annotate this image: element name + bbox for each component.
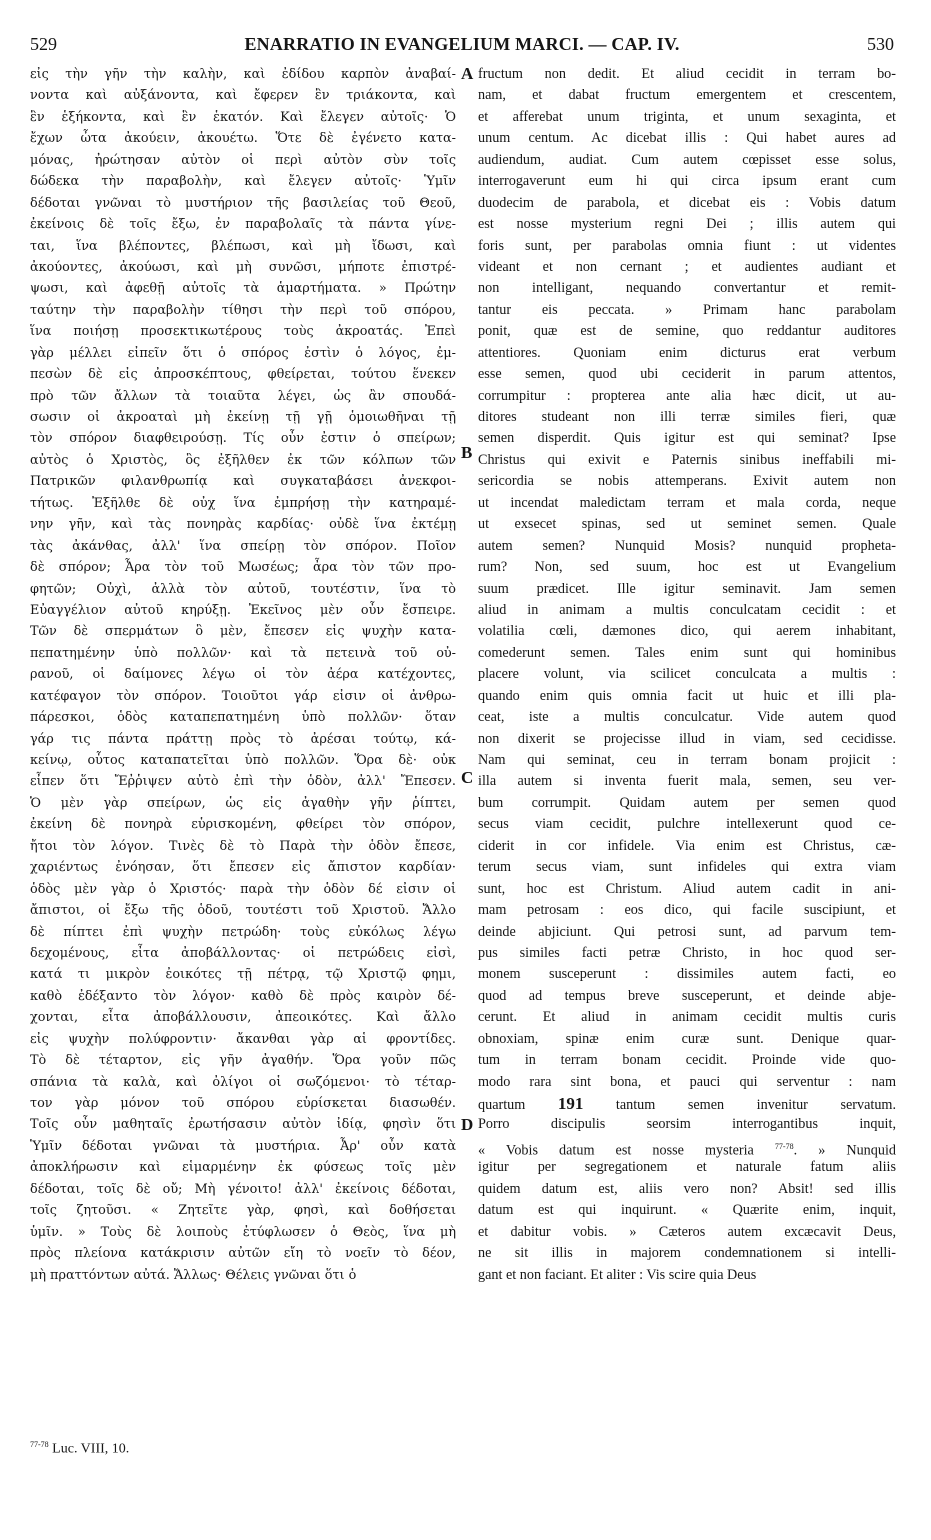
latin-text-line: tantur eis peccata. » Primam hanc parabolam xyxy=(478,301,896,318)
greek-text-line: εἰς ψυχὴν πολύφροντιν· ἄκανθαι γὰρ αἱ φροντίδες. xyxy=(30,1031,456,1047)
footnote xyxy=(30,1440,129,1458)
greek-text-line: ρανοῦ, οἱ δαίμονες λέγω οἱ τὸν ἀέρα κατέχοντες, xyxy=(30,667,456,683)
inline-page-number: 191 xyxy=(557,1094,584,1113)
latin-text-line: duodecim de parabola, et dicebat eis : Vobis datum xyxy=(478,194,896,211)
margin-marker-c: C xyxy=(461,768,474,787)
latin-text-line: comederunt semen. Tales enim sunt qui hominibus xyxy=(478,644,896,661)
latin-text-line: et afferebat unum triginta, et unum sexaginta, et xyxy=(478,108,896,125)
greek-text-line: κατά τι μικρὸν ἐοικότες τῇ πέτρᾳ, τῷ Χριστῷ φημι, xyxy=(30,967,456,983)
greek-text-line: Πατρικῶν φιλανθρωπίᾳ καὶ συγκαταβάσει ἀνεκφοι- xyxy=(30,474,456,490)
latin-text-line: datum est qui inquirunt. « Quærite enim, inquit, xyxy=(478,1202,896,1219)
greek-text-line: νοντα καὶ αὐξάνοντα, καὶ ἔφερεν ἓν τριάκοντα, καὶ xyxy=(30,88,456,104)
latin-text-line: bum corrumpit. Quidam autem per semen quod xyxy=(478,794,896,811)
greek-text-line: ἀποκλήρωσιν καὶ εἱμαρμένην ἐκ φύσεως τοῖς μὲν xyxy=(30,1160,456,1176)
footnote-ref: 77-78 xyxy=(774,1141,794,1151)
greek-text-line: ἄπιστοι, οἱ ἔξω τῆς ὁδοῦ, τουτέστι τοῦ Χριστοῦ. Ἄλλο xyxy=(30,903,456,919)
greek-text-line: εἶπεν ὅτι Ἔῤῥιψεν αὐτὸ ἐπὶ τὴν ὁδὸν, ἀλλ' Ἔπεσεν. xyxy=(30,774,456,790)
greek-text-line: ἐκείνη δὲ πονηρὰ εὑρισκομένη, φθείρει τὸν σπόρον, xyxy=(30,817,456,833)
greek-text-line: κατέφαγον τὸν σπόρον. Τοιοῦτοι γάρ εἰσιν οἱ ἀνθρω- xyxy=(30,688,456,704)
latin-text-line: non dixerit se projecisse illud in viam, sed cecidisse. xyxy=(478,730,896,747)
latin-text-line: non intelligant, nequando convertantur et remit- xyxy=(478,280,896,297)
latin-text-line: ne sit illis in majorem condemnationem si intelli- xyxy=(478,1245,896,1262)
latin-text-line: placere volunt, via scilicet conculcata a multis : xyxy=(478,666,896,683)
latin-text-line: semen disperdit. Quis igitur est qui seminat? Ipse xyxy=(478,430,896,447)
latin-text-line: attentiores. Quoniam enim dicturus erat verbum xyxy=(478,344,896,361)
greek-text-line: πεπατημένην ὑπὸ πολλῶν· καὶ τὰ πετεινὰ τοῦ οὐ- xyxy=(30,645,456,661)
latin-text-line: modo rara sint bona, et pauci qui serventur : nam xyxy=(478,1073,896,1090)
greek-text-line: ἵνα ποιήσῃ προσεκτικωτέρους τοὺς ἀκροατάς. Ἐπεὶ xyxy=(30,324,456,340)
latin-text-line: tum in terram bonam cecidit. Proinde vide quo- xyxy=(478,1052,896,1069)
latin-text-line: ponit, quæ est de semine, quo reddantur auditores xyxy=(478,323,896,340)
latin-text-line: interrogaverunt eum hi qui circa ipsum erant cum xyxy=(478,173,896,190)
greek-text-line: ται, ἵνα βλέποντες, βλέπωσι, καὶ μὴ ἴδωσι, καὶ xyxy=(30,238,456,254)
greek-text-line: ψωσι, καὶ ἀφεθῇ αὐτοῖς τὰ ἁμαρτήματα. » Πρώτην xyxy=(30,281,456,297)
latin-text-line: nam, et dabat fructum emergentem et crescentem, xyxy=(478,87,896,104)
greek-text-line: Τοῖς οὖν μαθηταῖς ἐρωτήσασιν αὐτὸν ἰδίᾳ, φησὶν ὅτι xyxy=(30,1117,456,1133)
greek-text-line: ἤτοι τὸν λόγον. Τινὲς δὲ τὸ Παρὰ τὴν ὁδὸν ἔπεσε, xyxy=(30,838,456,854)
latin-text-line: rum? Non, sed suum, hoc est ut Evangelium xyxy=(478,559,896,576)
greek-text-line: δὲ πίπτει ἐπὶ ψυχὴν πετρώδη· τοὺς εὐκόλως λέγω xyxy=(30,924,456,940)
greek-text-line: ταύτην τὴν παραβολὴν τίθησι τὴν περὶ τοῦ σπόρου, xyxy=(30,302,456,318)
latin-text-line: quartum 191 tantum semen invenitur servatum. xyxy=(478,1094,896,1113)
greek-text-line: κείνῳ, οὗτος καταπατεῖται ὑπὸ πολλῶν. Ὅρα δὲ· οὐκ xyxy=(30,753,456,768)
greek-text-line: δέδοται, τοῖς δὲ οὔ; Μὴ γένοιτο! ἀλλ' ἐκείνοις δέδοται, xyxy=(30,1181,456,1197)
greek-text-line: τὸν σπόρον διαφθειρούσῃ. Τίς οὖν ἐστιν ὁ σπείρων; xyxy=(30,431,456,447)
latin-text-line: autem semen? Nunquid Mosis? nunquid propheta- xyxy=(478,537,896,554)
latin-text-line: quidem datum est, aliis vero non? Absit! sed illis xyxy=(478,1180,896,1197)
greek-text-line: τον γὰρ μόνον τοῦ σπόρου εὑρίσκεται διασωθέν. xyxy=(30,1096,456,1111)
greek-text-line: χονται, εἶτα ἀποβάλλουσιν, ἀπεοικότες. Καὶ ἄλλο xyxy=(30,1010,456,1026)
latin-text-line: fructum non dedit. Et aliud cecidit in terram bo- xyxy=(478,66,896,82)
latin-text-line: volatilia cœli, dæmones dico, qui aerem inhabitant, xyxy=(478,623,896,640)
latin-text-line: aliud in animam a multis conculcatam cecidit : et xyxy=(478,601,896,618)
latin-text-line: videant et non cernant ; et audientes audiant et xyxy=(478,258,896,275)
latin-text-line: mam petrosam : eos dico, qui facile suscipiunt, et xyxy=(478,902,896,919)
latin-text-line: suum prædicet. Ille igitur seminavit. Jam semen xyxy=(478,580,896,597)
latin-text-line: terum secus viam, sunt infideles qui extra viam xyxy=(478,859,896,876)
greek-text-line: Ὑμῖν δέδοται γνῶναι τὰ μυστήρια. Ἆρ' οὖν κατὰ xyxy=(30,1138,456,1154)
latin-text-line: sericordia se nobis attemperans. Exivit autem non xyxy=(478,473,896,490)
greek-text-line: ὑμῖν. » Τοὺς δὲ λοιποὺς ἐτύφλωσεν ὁ Θεὸς, ἵνα μὴ xyxy=(30,1224,456,1240)
latin-text-line: est nosse mysterium regni Dei ; illis autem qui xyxy=(478,216,896,233)
latin-text-line: foris sunt, per parabolas omnia fiunt : ut videntes xyxy=(478,237,896,254)
latin-text-line: gant et non faciant. Et aliter : Vis scire quia Deus xyxy=(478,1266,757,1283)
margin-marker-b: B xyxy=(461,443,473,462)
latin-text-line: ciderit in cor infidele. Via enim est Christus, cæ- xyxy=(478,837,896,854)
greek-text-line: Εὐαγγέλιον αὐτοῦ κηρύξῃ. Ἐκεῖνος μὲν οὖν ἔσπειρε. xyxy=(30,602,456,618)
greek-text-line: εἰς τὴν γῆν τὴν καλὴν, καὶ ἐδίδου καρπὸν ἀναβαί- xyxy=(30,67,456,82)
greek-text-line: νην γῆν, καὶ τὰς πονηρὰς καρδίας· οὐδὲ ἵνα ἐκτέμῃ xyxy=(30,517,456,533)
latin-text-line: Nam qui seminat, ceu in terram bonam projicit : xyxy=(478,752,896,768)
latin-text-line: « Vobis datum est nosse mysteria $^{77-78}$. » Nunquid xyxy=(478,1141,896,1159)
greek-text-line: δὲ σπόρον; Ἆρα τὸν τοῦ Μωσέως; ἆρα τὸν τῶν προ- xyxy=(30,560,456,576)
latin-text-line: ceat, iste a multis conculcatur. Vide autem quod xyxy=(478,709,896,726)
latin-text-line: Christus qui exivit e Paternis sinibus ineffabili mi- xyxy=(478,451,896,468)
greek-text-line: πρὸς πλείονα κατάκρισιν αὐτῶν εἴη τὸ νοεῖν τὸ δέον, xyxy=(30,1246,456,1262)
latin-text-line: ditores studeant non illi terræ similes fieri, quæ xyxy=(478,409,896,425)
greek-text-line: χαριέντως ἐνόησαν, ὅτι ἔπεσεν εἰς ἄπιστον καρδίαν· xyxy=(30,860,456,876)
latin-text-line: esse semen, quod ubi ceciderit in parum attentos, xyxy=(478,366,896,383)
latin-text-line: secus viam cecidit, pulchre intellexerunt quod ce- xyxy=(478,816,896,833)
latin-text-line: quando enim quis omnia facit ut huic et illi pla- xyxy=(478,687,896,704)
latin-text-line: sunt, hoc est Christum. Aliud autem cadit in ani- xyxy=(478,880,896,897)
greek-text-line: μὴ πραττόντων αὐτά. Ἄλλως· Θέλεις γνῶναι ὅτι ὁ xyxy=(30,1267,357,1283)
footnote-mark: 77-78 xyxy=(30,1440,49,1449)
greek-text-line: ἐκείνοις δὲ τοῖς ἔξω, ἐν παραβολαῖς τὰ πάντα γίνε- xyxy=(30,217,456,233)
page-number-right: 530 xyxy=(867,34,894,54)
latin-text-line: ut exsecet spinas, sed ut seminet semen. Quale xyxy=(478,516,896,533)
margin-marker-a: A xyxy=(461,64,474,83)
greek-text-line: φητῶν; Οὐχὶ, ἀλλὰ τὸν αὐτοῦ, τουτέστιν, ἵνα τὸ xyxy=(30,581,456,597)
margin-marker-d: D xyxy=(461,1115,474,1134)
greek-text-line: τήτως. Ἐξῆλθε δὲ οὐχ ἵνα ἐμπρήσῃ τὴν κατηραμέ- xyxy=(30,495,456,511)
latin-text-line: deinde abjiciunt. Qui petrosi sunt, ad parvum tem- xyxy=(478,923,896,940)
latin-text-line: pus similes facti petræ Christo, in hoc quod ser- xyxy=(478,944,896,961)
latin-text-line: monem susceperunt : dissimiles autem facti, eo xyxy=(478,966,896,983)
greek-text-line: σπάνια τὰ καλὰ, καὶ ὀλίγοι οἱ σωζόμενοι· τὸ τέταρ- xyxy=(30,1074,456,1090)
greek-text-line: ὁδὸς μὲν γὰρ ὁ Χριστός· παρὰ τὴν ὁδὸν δέ εἰσιν οἱ xyxy=(30,881,456,897)
latin-text-line: ut incendat maledictam terram et mala corda, neque xyxy=(478,494,896,511)
greek-text-line: ἀκούοντες, ἀκούωσι, καὶ μὴ συνῶσι, μήποτε ἐπιστρέ- xyxy=(30,259,456,275)
greek-text-line: μόνας, ἠρώτησαν αὐτὸν οἱ περὶ αὐτὸν σὺν τοῖς xyxy=(30,152,456,168)
running-header xyxy=(30,34,894,58)
greek-text-line: δέδοται γνῶναι τὸ μυστήριον τῆς βασιλείας τοῦ Θεοῦ, xyxy=(30,195,456,211)
latin-text-line: illa autem si inventa fuerit mala, semen, seu ver- xyxy=(478,773,896,790)
greek-text-line: πάρεσκοι, ὁδὸς καταπεπατημένη ὑπὸ πολλῶν· ὅταν xyxy=(30,710,456,726)
latin-text-line: et dabitur vobis. » Cæteros autem excæcavit Deus, xyxy=(478,1223,896,1240)
greek-text-line: τοῖς ζητοῦσι. « Ζητεῖτε γὰρ, φησὶ, καὶ δοθήσεται xyxy=(30,1203,456,1219)
greek-text-line: γάρ τις πάντα πράττῃ πρὸς τὸ ἀρέσαι τούτῳ, κά- xyxy=(30,731,456,747)
latin-text-line: cerunt. Et aliud in animam cecidit multis curis xyxy=(478,1009,896,1026)
greek-text-line: δώδεκα τὴν παραβολὴν, καὶ ἔλεγεν αὐτοῖς· Ὑμῖν xyxy=(30,174,456,190)
greek-text-line: δεχομένους, εἶτα ἀποβάλλοντας· οἱ πετρώδεις εἰσὶ, xyxy=(30,945,456,961)
greek-text-line: Ὁ μὲν γὰρ σπείρων, ὡς εἰς ἀγαθὴν γῆν ῥίπτει, xyxy=(30,795,456,811)
latin-text-line: unum centum. Ac dicebat illis : Qui habet aures ad xyxy=(478,130,896,147)
greek-text-line: Τὸ δὲ τέταρτον, εἰς γῆν ἀγαθήν. Ὅρα γοῦν πῶς xyxy=(30,1053,456,1069)
greek-text-line: Τῶν δὲ σπερμάτων ὃ μὲν, ἔπεσεν εἰς ψυχὴν κατα- xyxy=(30,624,456,640)
greek-text-line: αὐτὸς ὁ Χριστὸς, ὃς ἐξῆλθεν ἐκ τῶν κόλπων τῶν xyxy=(30,452,456,468)
latin-text-line: quod ad tempus breve susceperunt, et deinde abje- xyxy=(478,987,896,1004)
greek-text-line: σωσιν οἱ ἀκροαταὶ μὴ ἐκείνῃ τῇ γῇ ὁμοιωθῆναι τῇ xyxy=(30,410,456,425)
greek-text-line: τὰς ἀκάνθας, ἀλλ' ἵνα σπείρῃ τὸν σπόρον. Ποῖον xyxy=(30,538,456,554)
latin-text-line: igitur per segregationem et naturale fatum aliis xyxy=(478,1159,896,1176)
latin-text-line: audiendum, audiat. Cum autem cœpisset esse solus, xyxy=(478,151,896,168)
greek-text-line: καθὸ ἐδέξαντο τὸν λόγον· καθὸ δὲ πρὸς καιρὸν δέ- xyxy=(30,988,456,1004)
latin-column xyxy=(478,64,896,1434)
latin-text-line: obnoxiam, spinæ enim curæ sunt. Denique quar- xyxy=(478,1030,896,1047)
greek-text-line: πεσὼν δὲ εἰς ἀπροσκέπτους, φθείρεται, τούτου ἕνεκεν xyxy=(30,367,456,383)
latin-text-line: Porro discipulis seorsim interrogantibus inquit, xyxy=(478,1116,896,1133)
greek-text-line: πρὸ τῶν ἄλλων τὰ τοιαῦτα λέγει, ὡς ἂν σπουδά- xyxy=(30,388,456,404)
greek-text-line: ἓν ἑξήκοντα, καὶ ἓν ἑκατόν. Καὶ ἔλεγεν αὐτοῖς· Ὁ xyxy=(30,109,456,125)
footnote-text: Luc. VIII, 10. xyxy=(52,1441,130,1457)
running-title: ENARRATIO IN EVANGELIUM MARCI. — CAP. IV. xyxy=(244,34,680,54)
latin-text-line: corrumpitur : propterea ante alia hæc dicit, ut au- xyxy=(478,387,896,404)
page-number-left: 529 xyxy=(30,34,57,54)
greek-text-line: γὰρ μέλλει εἰπεῖν ὅτι ὁ σπόρος ἐστὶν ὁ λόγος, ἐμ- xyxy=(30,345,456,361)
greek-column xyxy=(30,64,456,1434)
greek-text-line: ἔχων ὦτα ἀκούειν, ἀκουέτω. Ὅτε δὲ ἐγένετο κατα- xyxy=(30,131,456,147)
